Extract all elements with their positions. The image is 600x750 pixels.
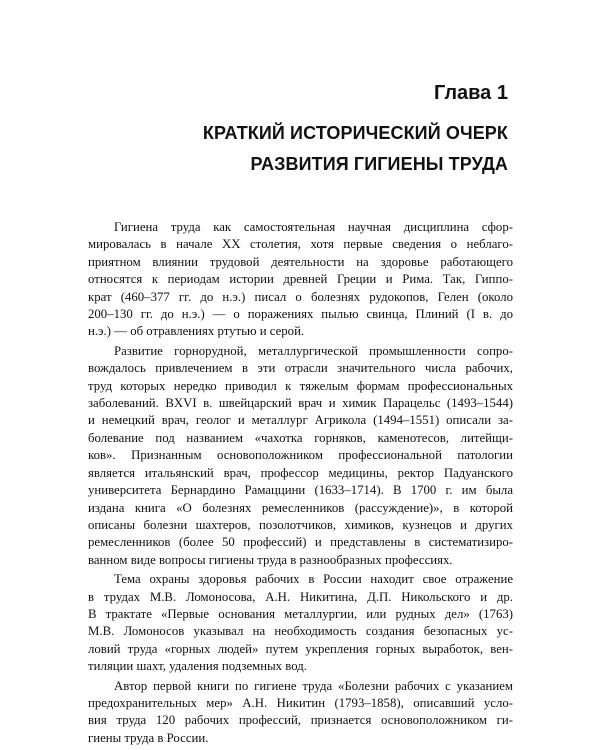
text-line: тиляции шахт, удаления подземных вод. [88,659,307,674]
text-line: болевание под названием «чахотка горняков, каменотесов, литейщи- [88,430,513,445]
chapter-label: Глава 1 [433,82,508,104]
text-line: н.э.) — об отравлениях ртутью и серой. [88,324,305,339]
text-line: Автор первой книги по гигиене труда «Болезни рабочих с указанием [114,678,513,693]
text-line: гиены труда в России. [88,730,209,745]
text-line: вия труда 120 рабочих профессий, признается основоположником ги- [88,713,513,728]
text-line: мировалась в начале XX столетия, хотя первые сведения о неблаго- [88,237,513,252]
paragraph-3 [88,571,513,675]
text-line: Гигиена труда как самостоятельная научная дисциплина сфор- [114,220,513,234]
text-line: вождалось привлечением в эти отрасли значительного числа рабочих, [88,361,513,376]
text-line: ванном виде вопросы гигиены труда в разнообразных профессиях. [88,552,453,567]
text-line: ловий труда «горных людей» путем укрепления горных выработок, вен- [88,641,513,656]
text-line: предохранительных мер» А.Н. Никитин (1793–1858), описавший усло- [88,695,513,710]
text-line: приятном влиянии трудовой деятельности на здоровье работающего [88,254,513,269]
text-line: в трудах М.В. Ломоносова, А.Н. Никитина, Д.П. Никольского и др. [88,589,513,604]
text-line: ков». Признанным основоположником профессиональной патологии [88,448,513,463]
paragraph-2 [88,343,513,569]
text-line: В трактате «Первые основания металлургии, или рудных дел» (1763) [88,606,513,621]
text-line: 200–130 гг. до н.э.) — о поражениях пылью свинца, Плиний (I в. до [88,307,513,322]
text-line: относятся к периодам истории древней Греции и Рима. Так, Гиппо- [88,272,513,287]
chapter-title-line-2: РАЗВИТИЯ ГИГИЕНЫ ТРУДА [250,154,508,174]
paragraph-4 [88,678,513,748]
text-line: описаны болезни шахтеров, позолотчиков, химиков, кузнецов и других [88,517,513,532]
text-line: издана книга «О болезнях ремесленников (рассуждение)», в которой [88,500,513,515]
chapter-header [203,80,508,184]
text-line: Развитие горнорудной, металлургической промышленности сопро- [114,343,513,358]
text-line: университета Бернардино Рамаццини (1633–1714). В 1700 г. им была [88,483,513,498]
text-line: М.В. Ломоносов указывал на необходимость создания безопасных ус- [88,624,513,639]
text-line: труд которых нередко приводил к тяжелым формам профессиональных [88,378,513,393]
text-line: заболеваний. ВXVI в. швейцарский врач и химик Парацельс (1493–1544) [88,396,513,411]
text-line: и немецкий врач, геолог и металлург Агрикола (1494–1551) описали за- [88,413,513,428]
text-line: крат (460–377 гг. до н.э.) писал о болезнях рудокопов, Гелен (около [88,289,513,304]
text-line: является итальянский врач, профессор медицины, ректор Падуанского [88,465,513,480]
chapter-title-line-1: КРАТКИЙ ИСТОРИЧЕСКИЙ ОЧЕРК [202,123,508,143]
paragraph-1 [88,219,513,341]
text-line: Тема охраны здоровья рабочих в России находит свое отражение [114,572,513,587]
text-line: ремесленников (более 50 профессий) и представлены в систематизиро- [88,535,513,550]
chapter-body [88,219,513,749]
